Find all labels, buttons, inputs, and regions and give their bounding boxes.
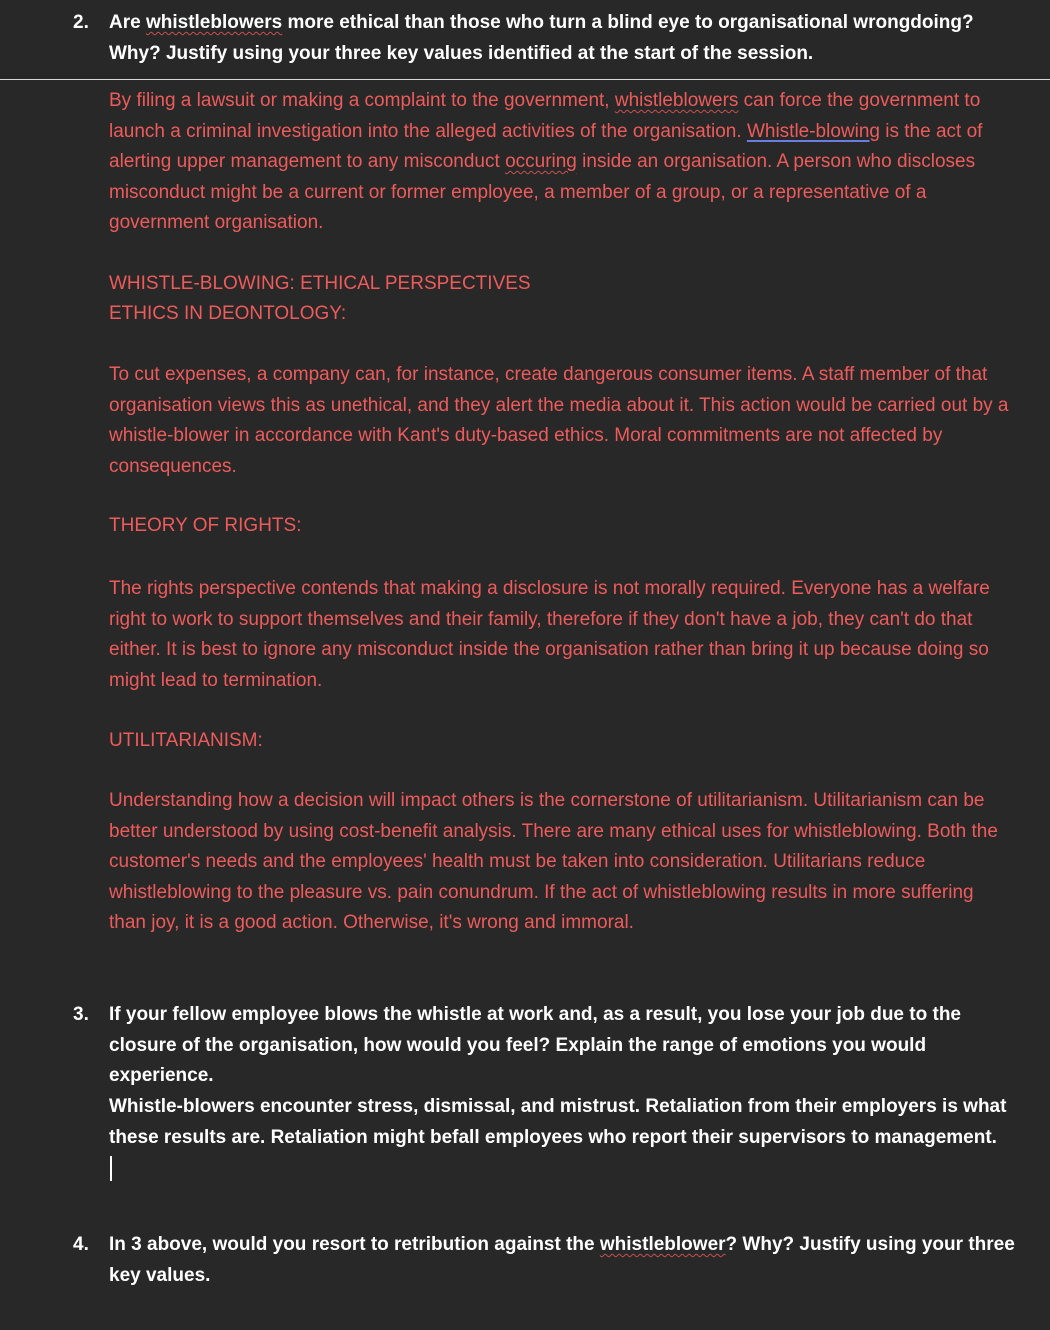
text-cursor <box>110 1156 112 1181</box>
heading-rights: THEORY OF RIGHTS: <box>109 515 302 536</box>
spellcheck-word[interactable]: whistleblower <box>599 1234 726 1255</box>
heading-deontology: ETHICS IN DEONTOLOGY: <box>109 303 347 324</box>
intro-text-4: inside an organisation. A person who discloses misconduct might be a current or former employee, a member of a group, or a representative of a government organisation. <box>109 151 976 233</box>
intro-text-2: can force the government to launch a criminal investigation into the alleged activities of the organisation. <box>109 90 981 142</box>
heading-ethical-perspectives: WHISTLE-BLOWING: ETHICAL PERSPECTIVES <box>109 273 531 294</box>
heading-utilitarianism: UTILITARIANISM: <box>109 730 263 751</box>
intro-text-1: By filing a lawsuit or making a complaint to the government, <box>109 90 615 111</box>
rights-paragraph[interactable]: The rights perspective contends that making a disclosure is not morally required. Everyone has a welfare right to work to support themselves and their family, therefore if they don't have a job, they can't do that either. It is best to ignore any misconduct inside the organisation rather than bring it up because doing so might lead to termination. <box>109 578 990 691</box>
question-4-text[interactable] <box>109 1230 1029 1291</box>
intro-text-3: is the act of alerting upper management to any misconduct <box>109 120 983 172</box>
section-divider <box>0 79 1050 80</box>
spellcheck-word[interactable]: occuring <box>505 151 577 172</box>
question-4-number: 4. <box>73 1234 89 1255</box>
question-4-post: ? Why? Justify using your three key values. <box>109 1234 1015 1286</box>
spellcheck-word[interactable]: whistleblowers <box>145 12 283 33</box>
grammar-flag-word[interactable]: Whistle-blowing <box>746 120 880 142</box>
question-2-text[interactable] <box>109 8 1029 69</box>
question-2-line2: Why? Justify using your three key values identified at the start of the session. <box>109 42 814 64</box>
spellcheck-word[interactable]: whistleblowers <box>614 90 739 111</box>
deontology-paragraph[interactable]: To cut expenses, a company can, for instance, create dangerous consumer items. A staff member of that organisation views this as unethical, and they alert the media about it. This action would be carried out by a whistle-blower in accordance with Kant's duty-based ethics. Moral commitments are not affected by consequences. <box>109 364 1009 477</box>
intro-paragraph[interactable] <box>109 86 1014 239</box>
question-2-line1-pre: Are <box>109 12 146 33</box>
question-3-answer[interactable]: Whistle-blowers encounter stress, dismissal, and mistrust. Retaliation from their employers is what these results are. Retaliation might befall employees who report their supervisors to management. <box>109 1096 1007 1148</box>
question-4-pre: In 3 above, would you resort to retribution against the <box>109 1234 600 1255</box>
question-3-number: 3. <box>73 1004 89 1025</box>
question-2-line1-post: more ethical than those who turn a blind eye to organisational wrongdoing? <box>282 12 974 33</box>
utilitarianism-paragraph[interactable]: Understanding how a decision will impact others is the cornerstone of utilitarianism. Utilitarianism can be better understood by using cost-benefit analysis. There are many ethical uses for whistleblowing. Both the customer's needs and the employees' health must be taken into consideration. Utilitarians reduce whistleblowing to the pleasure vs. pain conundrum. If the act of whistleblowing results in more suffering than joy, it is a good action. Otherwise, it's wrong and immoral. <box>109 790 998 933</box>
question-3-text[interactable]: If your fellow employee blows the whistle at work and, as a result, you lose your job due to the closure of the organisation, how would you feel? Explain the range of emotions you would experience. <box>109 1004 961 1086</box>
question-2-number: 2. <box>73 12 89 33</box>
